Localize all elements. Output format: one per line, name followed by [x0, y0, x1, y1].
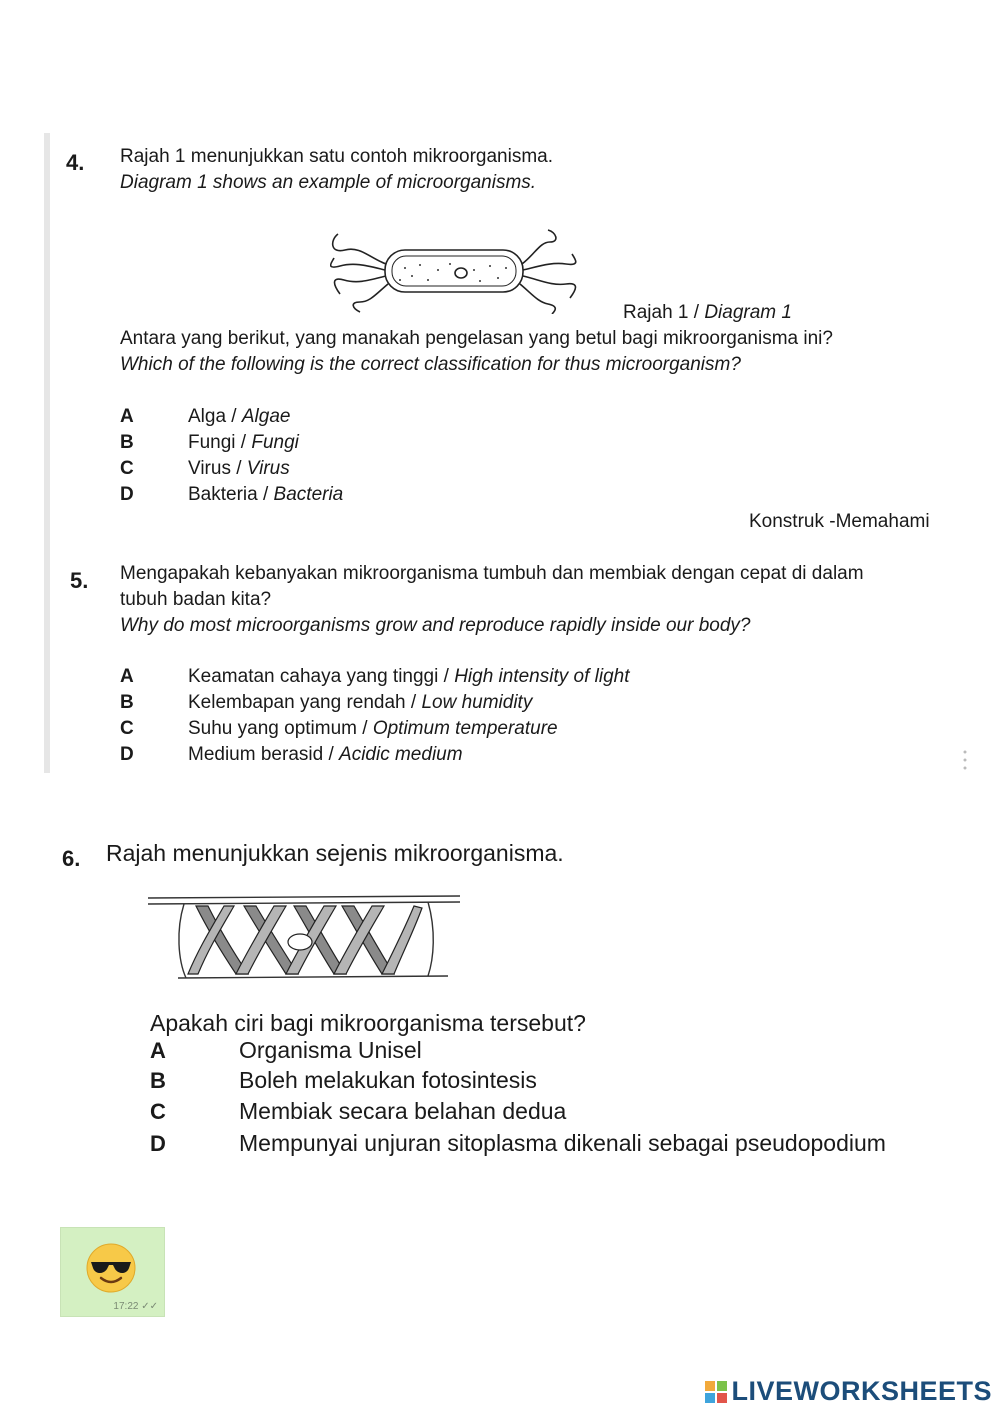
bacterium-diagram [330, 228, 580, 314]
q6-option-d-letter: D [150, 1131, 166, 1156]
chat-bubble [60, 1227, 165, 1317]
q4-option-a-en: Algae [241, 406, 291, 427]
question-4-stem-ms: Rajah 1 menunjukkan satu contoh mikroorganisma. [120, 146, 554, 167]
q5-option-a-ms: Keamatan cahaya yang tinggi / [188, 666, 449, 687]
question-4-construct: Konstruk -Memahami [749, 511, 930, 532]
q6-option-b[interactable]: Boleh melakukan fotosintesis [239, 1067, 537, 1093]
q5-option-d-en: Acidic medium [339, 744, 463, 765]
question-4-question-en: Which of the following is the correct classification for thus microorganism? [120, 354, 741, 375]
q4-option-a[interactable] [188, 406, 290, 428]
q4-option-d-ms: Bakteria / [188, 484, 269, 505]
question-4-stem-en: Diagram 1 shows an example of microorganisms. [120, 172, 537, 193]
q5-option-b[interactable] [188, 692, 532, 714]
question-4-question-ms: Antara yang berikut, yang manakah pengelasan yang betul bagi mikroorganisma ini? [120, 328, 833, 349]
q4-option-c[interactable] [188, 458, 290, 480]
q4-option-b[interactable] [188, 432, 299, 454]
q4-option-b-ms: Fungi / [188, 432, 247, 453]
q4-option-d[interactable] [188, 484, 343, 506]
question-6-stem: Rajah menunjukkan sejenis mikroorganisma. [106, 840, 564, 866]
question-5-stem-ms-line-2: tubuh badan kita? [120, 589, 272, 610]
q6-option-a[interactable]: Organisma Unisel [239, 1037, 422, 1063]
q6-option-a-letter: A [150, 1038, 166, 1063]
q5-option-d-ms: Medium berasid / [188, 744, 334, 765]
q5-option-b-ms: Kelembapan yang rendah / [188, 692, 417, 713]
left-margin-bar [44, 133, 50, 773]
q4-option-c-en: Virus [246, 458, 290, 479]
q4-option-b-letter: B [120, 432, 134, 453]
q6-option-d[interactable]: Mempunyai unjuran sitoplasma dikenali sebagai pseudopodium [239, 1130, 886, 1156]
q5-option-b-en: Low humidity [421, 692, 533, 713]
diagram-1-label-en: Diagram 1 [704, 302, 792, 323]
diagram-1-caption [623, 302, 792, 324]
q4-option-b-en: Fungi [251, 432, 299, 453]
read-ticks-icon: ✓✓ [141, 1301, 158, 1312]
q5-option-a-en: High intensity of light [454, 666, 630, 687]
question-6-number: 6. [62, 846, 81, 871]
liveworksheets-mark-icon [704, 1380, 728, 1404]
q4-option-a-letter: A [120, 406, 134, 427]
question-4-number: 4. [66, 150, 85, 175]
bacterium-nucleoid [455, 268, 467, 278]
question-5-number: 5. [70, 568, 89, 593]
sunglasses-emoji-icon [85, 1242, 137, 1294]
q5-option-d-letter: D [120, 744, 134, 765]
diagram-1-label-ms: Rajah 1 / [623, 302, 700, 323]
q5-option-a-letter: A [120, 666, 134, 687]
liveworksheets-wordmark: LIVEWORKSHEETS [731, 1376, 992, 1406]
cell-nucleus [288, 934, 312, 950]
q4-option-a-ms: Alga / [188, 406, 237, 427]
q5-option-c[interactable] [188, 718, 558, 740]
cell-end-left [179, 904, 186, 978]
chat-time [113, 1301, 158, 1312]
chat-time-text: 17:22 [113, 1301, 139, 1312]
q4-option-c-ms: Virus / [188, 458, 242, 479]
cell-end-right [428, 902, 433, 976]
q6-option-b-letter: B [150, 1068, 166, 1093]
cell-wall-top [148, 896, 460, 898]
q6-option-c-letter: C [150, 1099, 166, 1124]
q5-option-a[interactable] [188, 666, 630, 688]
q4-option-d-en: Bacteria [273, 484, 344, 505]
spirogyra-diagram [148, 890, 460, 986]
q4-option-c-letter: C [120, 458, 134, 479]
liveworksheets-logo [704, 1376, 992, 1407]
bacterium-cell-membrane [392, 256, 516, 286]
q6-option-c[interactable]: Membiak secara belahan dedua [239, 1098, 567, 1124]
q5-option-c-letter: C [120, 718, 134, 739]
question-5-stem-en: Why do most microorganisms grow and reproduce rapidly inside our body? [120, 615, 751, 636]
cell-wall-bottom [178, 976, 448, 978]
question-6-question: Apakah ciri bagi mikroorganisma tersebut? [150, 1010, 586, 1036]
q4-option-d-letter: D [120, 484, 134, 505]
q5-option-b-letter: B [120, 692, 134, 713]
question-5-stem-ms-line-1: Mengapakah kebanyakan mikroorganisma tumbuh dan membiak dengan cepat di dalam [120, 563, 864, 584]
q5-option-d[interactable] [188, 744, 463, 766]
vertical-dots-icon [960, 748, 970, 774]
q5-option-c-ms: Suhu yang optimum / [188, 718, 368, 739]
q5-option-c-en: Optimum temperature [372, 718, 558, 739]
